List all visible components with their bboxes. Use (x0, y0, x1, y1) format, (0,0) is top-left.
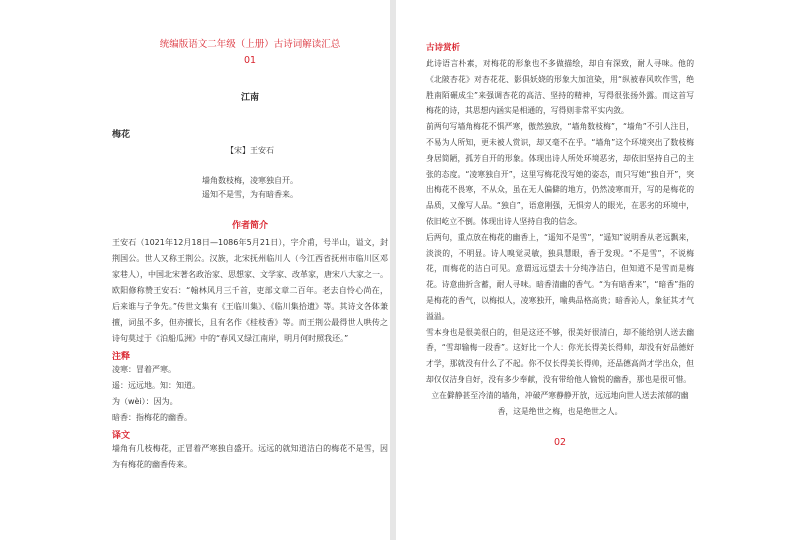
note-item: 为（wèi）：因为。 (112, 397, 178, 406)
document-title: 统编版语文二年级（上册）古诗词解读汇总 (159, 39, 341, 50)
page-number: 01 (243, 55, 257, 66)
notes-heading: 注释 (112, 352, 131, 362)
section-title: 江南 (240, 93, 259, 103)
poem-verse: 墙角数枝梅，凌寒独自开。 (202, 176, 298, 185)
page-number: 02 (553, 437, 567, 449)
appreciation-paragraph: 雪本身也是很美很白的，但是这还不够，很美好很清白，却不能给别人送去幽香，“雪却输梅一段香”。这好比一个人：你光长得美长得帅，却没有好品德好才学，那就没有什么了不起。你不仅长得美长得帅，还品德高尚才学出众，但却仅仅洁身自好，没有多少奉献，没有带给他人愉悦的幽香，那也是很可惜。 (426, 327, 694, 384)
left-page (0, 0, 390, 540)
poem-author: 【宋】王安石 (226, 146, 274, 155)
poem-verse: 遥知不是雪，为有暗香来。 (202, 190, 298, 199)
appreciation-heading: 古诗赏析 (426, 43, 461, 53)
poem-title: 梅花 (112, 130, 131, 140)
appreciation-paragraph: 后两句，重点放在梅花的幽香上，“遥知不是雪”，“遥知”说明香从老远飘来，淡淡的，不明显。诗人嗅觉灵敏，独具慧眼，香于发现。“不是雪”，不说梅花，而梅花的洁白可见。意谓远远望去十分纯净洁白，但知道不是雪而是梅花。诗意曲折含蓄，耐人寻味。暗香清幽的香气。“为有暗香来”，“暗香”指的是梅花的香气，以梅拟人，凌寒独开，喻典品格高贵；暗香沁人，象征其才气溢溢。 (426, 232, 694, 321)
note-item: 遥：远远地。知：知道。 (112, 381, 200, 390)
translation-text: 墙角有几枝梅花，正冒着严寒独自盛开。远远的就知道洁白的梅花不是雪，因为有梅花的幽香传来。 (112, 444, 388, 469)
right-page (396, 0, 786, 540)
appreciation-paragraph: 前两句写墙角梅花不惧严寒，傲然独放，“墙角数枝梅”，“墙角”不引人注目，不易为人所知，更未被人赏识，却又毫不在乎。“墙角”这个环境突出了数枝梅身居简陋，孤芳自开的形象。体现出诗人所处环境恶劣，却依旧坚持自己的主张的态度。“凌寒独自开”，这里写梅花没写她的姿态，而只写她“独自开”，突出梅花不畏寒，不从众，虽在无人偏僻的地方，仍然凌寒而开，写的是梅花的品质，又像写人品。“独自”，语意刚强，无惧旁人的眼光，在恶劣的环境中，依旧屹立不倒。体现出诗人坚持自我的信念。 (426, 122, 694, 226)
translation-heading: 译文 (112, 431, 131, 441)
appreciation-paragraph: 此诗语言朴素，对梅花的形象也不多做描绘，却自有深致，耐人寻味。他的《北陂杏花》对杏花花、影俱妖娆的形象大加渲染，用“纵被春风吹作雪，绝胜南陌碾成尘”来强调杏花的高洁、坚持的精神，写得很张扬外露。而这首写梅花的诗，其思想内涵实是相通的，写得则非常平实内敛。 (426, 59, 694, 116)
note-item: 凌寒：冒着严寒。 (112, 365, 176, 374)
author-intro-heading: 作者简介 (231, 221, 268, 231)
appreciation-paragraph: 立在僻静甚至冷清的墙角，冲破严寒静静开放，远远地向世人送去浓郁的幽香，这是绝世之梅，也是绝世之人。 (431, 390, 689, 416)
author-intro-text: 王安石（1021年12月18日—1086年5月21日），字介甫，号半山，谥文，封荆国公。世人又称王荆公。汉族，北宋抚州临川人（今江西省抚州市临川区邓家巷人），中国北宋著名政治家、思想家、文学家、改革家，唐宋八大家之一。欧阳修称赞王安石：“翰林风月三千首，吏部文章二百年。老去自怜心尚在，后来谁与子争先。”传世文集有《王临川集》、《临川集拾遗》等。其诗文各体兼擅，词虽不多，但亦擅长，且有名作《桂枝香》等。而王荆公最得世人哄传之诗句莫过于《泊船瓜洲》中的“春风又绿江南岸，明月何时照我还。” (112, 238, 388, 343)
note-item: 暗香：指梅花的幽香。 (112, 413, 192, 422)
